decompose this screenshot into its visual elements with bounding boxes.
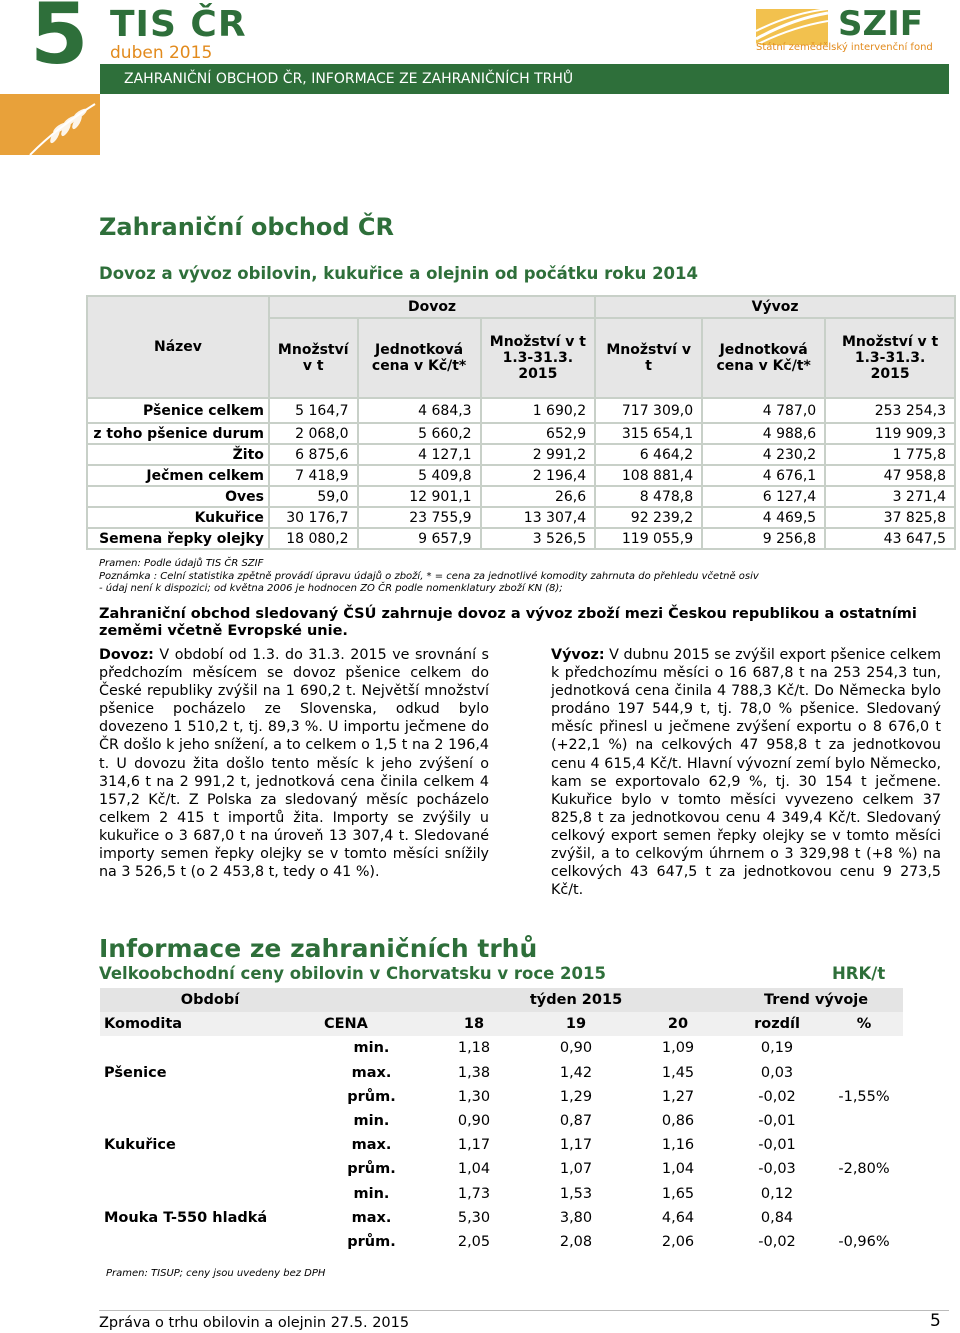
value-cell: -0,03 bbox=[758, 1161, 796, 1178]
table-row bbox=[87, 507, 955, 528]
value-cell: 108 881,4 bbox=[595, 465, 702, 486]
lead-paragraph: Zahraniční obchod sledovaný ČSÚ zahrnuje dovoz a vývoz zboží mezi Českou republikou a ostatními zeměmi včetně Evropské unie. bbox=[99, 606, 917, 639]
table-notes bbox=[99, 558, 879, 596]
value-cell: 3,80 bbox=[559, 1209, 593, 1226]
value-cell: -1,55% bbox=[838, 1088, 890, 1105]
commodity-name: Semena řepky olejky bbox=[87, 528, 269, 549]
value-cell bbox=[825, 1036, 903, 1060]
value-cell: 7 418,9 bbox=[269, 465, 358, 486]
col-trend: Trend vývoje bbox=[729, 988, 903, 1012]
value-cell: -0,01 bbox=[758, 1113, 796, 1130]
col-import-qty: Množství v t bbox=[269, 318, 358, 398]
value-cell bbox=[825, 1206, 903, 1230]
table-row bbox=[87, 465, 955, 486]
export-paragraph bbox=[551, 646, 941, 899]
value-cell: 717 309,0 bbox=[595, 398, 702, 423]
value-cell: 2,05 bbox=[457, 1233, 491, 1250]
col-pct: % bbox=[825, 1012, 903, 1036]
value-cell: 1,18 bbox=[457, 1040, 491, 1057]
value-cell: 1,27 bbox=[661, 1088, 695, 1105]
value-cell: 1,53 bbox=[559, 1185, 593, 1202]
price-table bbox=[100, 988, 903, 1254]
import-paragraph bbox=[99, 646, 489, 881]
value-cell: 1,30 bbox=[457, 1088, 491, 1105]
value-cell bbox=[825, 1109, 903, 1133]
price-type: min. bbox=[353, 1113, 390, 1130]
commodity-name: Kukuřice bbox=[104, 1137, 176, 1154]
value-cell: 30 176,7 bbox=[269, 507, 358, 528]
price-type: prům. bbox=[347, 1161, 396, 1178]
price-type: max. bbox=[351, 1137, 392, 1154]
commodity-name: Mouka T-550 hladká bbox=[104, 1209, 268, 1226]
export-text: V dubnu 2015 se zvýšil export pšenice celkem k předchozímu měsíci o 16 687,8 t na 253 254,3 tun, jednotková cena činila 4 788,3 Kč/t. Do Německa bylo prodáno 197 544,9 t, tj. 78,0 % pšenice. Sledovaný měsíc přinesl u ječmene zvýšení exportu o 8 676,0 t (+22,1 %) na celkových 47 958,8 t za jednotkovou cenu 4 615,4 Kč/t. Hlavní vývozní zemí bylo Německo, kam se exportovalo 62,9 %, tj. 30 154 t ječmene. Kukuřice bylo v tomto měsíci vyvezeno celkem 37 825,8 t za jednotkovou cenu 4 349,4 Kč/t. Sledovaný celkový export semen řepky olejky se v tomto měsíci zvýšil, a to celkovým úhrnem o 3 329,98 t (+8 %) na celkových 43 647,5 t za jednotkovou cenu 9 273,5 Kč/t. bbox=[551, 647, 941, 899]
logo-subtitle: Státní zemědělský intervenční fond bbox=[756, 42, 933, 53]
value-cell: 0,87 bbox=[559, 1113, 593, 1130]
value-cell: 5,30 bbox=[457, 1209, 491, 1226]
table-row bbox=[100, 1036, 903, 1060]
value-cell: 4 676,1 bbox=[702, 465, 825, 486]
commodity-name: z toho pšenice durum bbox=[87, 423, 269, 444]
col-import: Dovoz bbox=[269, 296, 595, 318]
col-price: CENA bbox=[320, 1012, 423, 1036]
price-type: min. bbox=[353, 1185, 390, 1202]
source-note: Pramen: Podle údajů TIS ČR SZIF bbox=[99, 558, 264, 569]
value-cell: 9 657,9 bbox=[358, 528, 481, 549]
value-cell: 47 958,8 bbox=[825, 465, 955, 486]
value-cell: 5 660,2 bbox=[358, 423, 481, 444]
currency-label: HRK/t bbox=[832, 964, 886, 983]
price-type: max. bbox=[351, 1209, 392, 1226]
import-label: Dovoz: bbox=[99, 647, 154, 663]
col-name: Název bbox=[87, 296, 269, 398]
value-cell: 4 469,5 bbox=[702, 507, 825, 528]
col-export-price: Jednotková cena v Kč/t* bbox=[702, 318, 825, 398]
footer-text: Zpráva o trhu obilovin a olejnin 27.5. 2015 bbox=[99, 1315, 410, 1331]
value-cell: 1,07 bbox=[559, 1161, 593, 1178]
value-cell: 1,29 bbox=[559, 1088, 593, 1105]
value-cell: 13 307,4 bbox=[481, 507, 596, 528]
value-cell: 6 127,4 bbox=[702, 486, 825, 507]
value-cell: 1,42 bbox=[559, 1064, 593, 1081]
value-cell bbox=[825, 1061, 903, 1085]
table-title: Dovoz a vývoz obilovin, kukuřice a olejnin od počátku roku 2014 bbox=[99, 264, 698, 283]
value-cell: 2 991,2 bbox=[481, 444, 596, 465]
value-cell: 2 196,4 bbox=[481, 465, 596, 486]
table-row bbox=[100, 1109, 903, 1133]
table-row bbox=[87, 486, 955, 507]
value-cell: 6 464,2 bbox=[595, 444, 702, 465]
commodity-name: Kukuřice bbox=[87, 507, 269, 528]
issue-number: 5 bbox=[30, 0, 89, 83]
commodity-name: Pšenice celkem bbox=[87, 398, 269, 423]
value-cell: 1,09 bbox=[661, 1040, 695, 1057]
value-cell: 0,19 bbox=[760, 1040, 794, 1057]
value-cell: -2,80% bbox=[838, 1161, 890, 1178]
value-cell: 3 526,5 bbox=[481, 528, 596, 549]
commodity-name: Oves bbox=[87, 486, 269, 507]
value-cell: 43 647,5 bbox=[825, 528, 955, 549]
value-cell: -0,02 bbox=[758, 1233, 796, 1250]
value-cell: 1 775,8 bbox=[825, 444, 955, 465]
bulletin-date: duben 2015 bbox=[110, 43, 213, 63]
value-cell: 0,84 bbox=[760, 1209, 794, 1226]
col-week-18: 18 bbox=[423, 1012, 525, 1036]
price-type: max. bbox=[351, 1064, 392, 1081]
value-cell: 0,03 bbox=[760, 1064, 794, 1081]
value-cell: -0,01 bbox=[758, 1137, 796, 1154]
value-cell: 1,17 bbox=[457, 1137, 491, 1154]
value-cell: 2 068,0 bbox=[269, 423, 358, 444]
value-cell: 1,04 bbox=[661, 1161, 695, 1178]
value-cell: 1,16 bbox=[661, 1137, 695, 1154]
table-row bbox=[100, 1182, 903, 1206]
value-cell: 1,04 bbox=[457, 1161, 491, 1178]
value-cell: 1,45 bbox=[661, 1064, 695, 1081]
table-row bbox=[87, 398, 955, 423]
note-line-2: - údaj není k dispozici; od května 2006 je hodnocen ZO ČR podle nomenklatury zboží KN (8); bbox=[99, 583, 563, 594]
value-cell: 2,06 bbox=[661, 1233, 695, 1250]
value-cell: 6 875,6 bbox=[269, 444, 358, 465]
value-cell bbox=[825, 1182, 903, 1206]
value-cell: 0,12 bbox=[760, 1185, 794, 1202]
value-cell: 4 684,3 bbox=[358, 398, 481, 423]
value-cell: 59,0 bbox=[269, 486, 358, 507]
export-label: Vývoz: bbox=[551, 647, 605, 663]
table-row bbox=[87, 423, 955, 444]
value-cell: 0,90 bbox=[559, 1040, 593, 1057]
col-week-19: 19 bbox=[525, 1012, 627, 1036]
value-cell: 18 080,2 bbox=[269, 528, 358, 549]
commodity-name: Pšenice bbox=[104, 1064, 167, 1081]
value-cell: 8 478,8 bbox=[595, 486, 702, 507]
value-cell: 9 256,8 bbox=[702, 528, 825, 549]
value-cell: -0,02 bbox=[758, 1088, 796, 1105]
value-cell: 12 901,1 bbox=[358, 486, 481, 507]
section-title: Zahraniční obchod ČR bbox=[99, 213, 395, 241]
col-export: Vývoz bbox=[595, 296, 955, 318]
wheat-icon bbox=[0, 94, 100, 155]
value-cell: 37 825,8 bbox=[825, 507, 955, 528]
value-cell: 1,73 bbox=[457, 1185, 491, 1202]
value-cell: 253 254,3 bbox=[825, 398, 955, 423]
col-import-period: Množství v t 1.3-31.3. 2015 bbox=[481, 318, 596, 398]
note-line-1: Poznámka : Celní statistika zpětně provádí úpravu údajů o zboží, * = cena za jednotlivé komodity zahrnuta do přehledu včetně osiv bbox=[99, 570, 759, 582]
value-cell: 1,65 bbox=[661, 1185, 695, 1202]
price-type: prům. bbox=[347, 1233, 396, 1250]
value-cell: 4 230,2 bbox=[702, 444, 825, 465]
value-cell: 3 271,4 bbox=[825, 486, 955, 507]
value-cell: 4 787,0 bbox=[702, 398, 825, 423]
value-cell: 0,90 bbox=[457, 1113, 491, 1130]
value-cell: 2,08 bbox=[559, 1233, 593, 1250]
col-period: Období bbox=[100, 988, 320, 1012]
value-cell: 4 127,1 bbox=[358, 444, 481, 465]
table-row bbox=[87, 444, 955, 465]
value-cell: 4 988,6 bbox=[702, 423, 825, 444]
footer-divider bbox=[99, 1310, 949, 1311]
col-commodity: Komodita bbox=[100, 1012, 320, 1036]
commodity-name: Ječmen celkem bbox=[87, 465, 269, 486]
import-text: V období od 1.3. do 31.3. 2015 ve srovnání s předchozím měsícem se dovoz pšenice celkem do České republiky zvýšil na 1 690,2 t. Největší množství pšenice pocházelo ze Slovenska, odkud bylo dovezeno 1 510,2 t, tj. 89,3 %. U importu ječmene do ČR došlo k jeho snížení, a to celkem o 1,5 t na 2 196,4 t. U dovozu žita došlo tento měsíc k jeho zvýšení o 314,6 t na 2 991,2 t, jednotková cena činila celkem 4 157,2 Kč/t. Z Polska za sledovaný měsíc pocházelo celkem 2 415 t importů žita. Importy se zvýšily u kukuřice o 3 687,0 t na úroveň 13 307,4 t. Sledované importy semen řepky olejky se v tomto měsíci snížily na 3 526,5 t (o 2 453,8 t, tedy o 41 %). bbox=[99, 647, 490, 881]
bulletin-title: TIS ČR bbox=[110, 4, 247, 45]
info-subtitle: Velkoobchodní ceny obilovin v Chorvatsku v roce 2015 bbox=[99, 964, 606, 983]
logo-name: SZIF bbox=[838, 4, 924, 44]
value-cell: 652,9 bbox=[481, 423, 596, 444]
section-bar: ZAHRANIČNÍ OBCHOD ČR, INFORMACE ZE ZAHRANIČNÍCH TRHŮ bbox=[100, 64, 949, 94]
price-source: Pramen: TISUP; ceny jsou uvedeny bez DPH bbox=[106, 1268, 326, 1279]
value-cell: 1,38 bbox=[457, 1064, 491, 1081]
page-number: 5 bbox=[930, 1311, 941, 1331]
value-cell: 26,6 bbox=[481, 486, 596, 507]
value-cell: 23 755,9 bbox=[358, 507, 481, 528]
value-cell: 4,64 bbox=[661, 1209, 695, 1226]
col-import-price: Jednotková cena v Kč/t* bbox=[358, 318, 481, 398]
szif-logo-icon bbox=[756, 9, 828, 45]
value-cell: 1,17 bbox=[559, 1137, 593, 1154]
value-cell: -0,96% bbox=[838, 1233, 890, 1250]
col-week: týden 2015 bbox=[423, 988, 729, 1012]
price-type: prům. bbox=[347, 1088, 396, 1105]
price-type: min. bbox=[353, 1040, 390, 1057]
info-title: Informace ze zahraničních trhů bbox=[99, 934, 538, 963]
value-cell: 5 409,8 bbox=[358, 465, 481, 486]
col-export-period: Množství v t 1.3-31.3. 2015 bbox=[825, 318, 955, 398]
col-week-20: 20 bbox=[627, 1012, 729, 1036]
value-cell: 0,86 bbox=[661, 1113, 695, 1130]
value-cell: 92 239,2 bbox=[595, 507, 702, 528]
value-cell bbox=[825, 1133, 903, 1157]
commodity-name: Žito bbox=[87, 444, 269, 465]
value-cell: 119 055,9 bbox=[595, 528, 702, 549]
value-cell: 5 164,7 bbox=[269, 398, 358, 423]
value-cell: 315 654,1 bbox=[595, 423, 702, 444]
value-cell: 119 909,3 bbox=[825, 423, 955, 444]
trade-table bbox=[86, 295, 956, 550]
col-export-qty: Množství v t bbox=[595, 318, 702, 398]
col-diff: rozdíl bbox=[729, 1012, 825, 1036]
value-cell: 1 690,2 bbox=[481, 398, 596, 423]
table-row bbox=[87, 528, 955, 549]
